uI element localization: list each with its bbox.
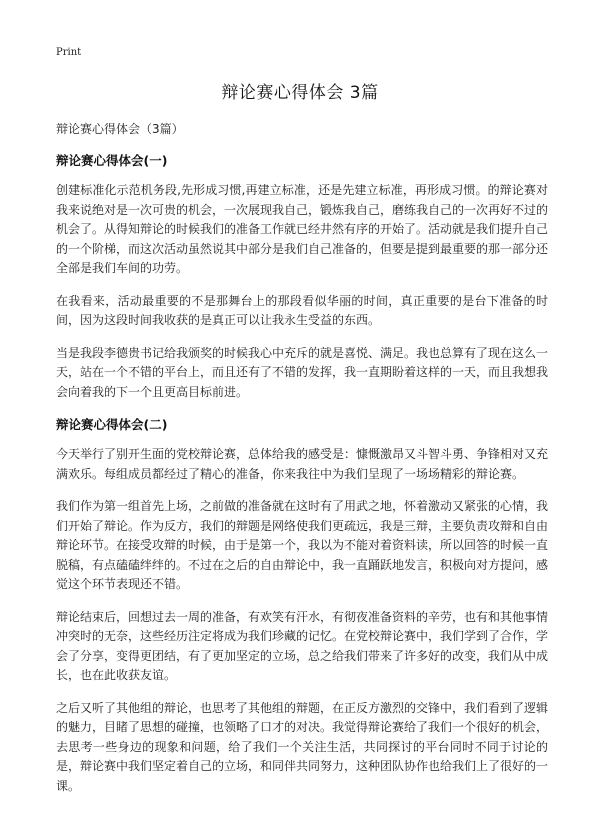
paragraph: 在我看来，活动最重要的不是那舞台上的那段看似华丽的时间，真正重要的是台下准备的时间，因为这段时间我收获的是真正可以让我永生受益的东西。 <box>56 293 548 327</box>
paragraph: 当是我段李德贵书记给我颁奖的时候我心中充斥的就是喜悦、满足。我也总算有了现在这么一天，站在一个不错的平台上，而且还有了不错的发挥，我一直期盼着这样的一天，而且我想我会向着我的下一个且更高目标前进。 <box>56 345 549 399</box>
paragraph: 今天举行了别开生面的党校辩论赛，总体给我的感受是：慷慨激昂又斗智斗勇、争锋相对又充满欢乐。每组成员都经过了精心的准备，你来我往中为我们呈现了一场场精彩的辩论赛。 <box>56 447 549 481</box>
section-heading: 辩论赛心得体会(二) <box>56 417 168 432</box>
paragraph: 辩论结束后，回想过去一周的准备，有欢笑有汗水，有彻夜准备资料的辛劳，也有和其他事情冲突时的无奈，这些经历注定将成为我们珍藏的记忆。在党校辩论赛中，我们学到了合作，学会了分享，变得更团结，有了更加坚定的立场，总之给我们带来了许多好的改变，我们从中成长，也在此收获友谊。 <box>56 609 549 682</box>
section-2 <box>56 415 548 796</box>
document-body <box>56 120 548 809</box>
print-link[interactable]: Print <box>56 47 82 58</box>
document-subtitle: 辩论赛心得体会（3篇） <box>56 122 184 136</box>
page-title: 辩论赛心得体会 3篇 <box>221 83 379 103</box>
paragraph: 之后又听了其他组的辩论，也思考了其他组的辩题，在正反方激烈的交锋中，我们看到了逻辑的魅力，目睹了思想的碰撞，也领略了口才的对决。我觉得辩论赛给了我们一个很好的机会，去思考一些身边的现象和问题，给了我们一个关注生活，共同探讨的平台同时不同于讨论的是，辩论赛中我们坚定着自己的立场，和同伴共同努力，这种团队协作也给我们上了很好的一课。 <box>56 700 549 793</box>
section-heading: 辩论赛心得体会(一) <box>56 153 168 168</box>
paragraph: 我们作为第一组首先上场，之前做的准备就在这时有了用武之地，怀着激动又紧张的心情，我们开始了辩论。作为反方，我们的辩题是网络使我们更疏远，我是三辩，主要负责攻辩和自由辩论环节。在接受攻辩的时候，由于是第一个，我以为不能对着资料读，所以回答的时候一直脱稿，有点磕磕绊绊的。不过在之后的自由辩论中，我一直踊跃地发言，积极向对方提问，感觉这个环节表现还不错。 <box>56 499 549 591</box>
paragraph: 创建标准化示范机务段,先形成习惯,再建立标准，还是先建立标准，再形成习惯。的辩论赛对我来说绝对是一次可贵的机会，一次展现我自己，锻炼我自己，磨练我自己的一次再好不过的机会了。从得知辩论的时候我们的准备工作就已经井然有序的开始了。活动就是我们提升自己的一个阶梯，而这次活动虽然说其中部分是我们自己准备的，但要是提到最重要的那一部分还全部是我们车间的功劳。 <box>56 183 549 275</box>
section-1 <box>56 151 548 402</box>
